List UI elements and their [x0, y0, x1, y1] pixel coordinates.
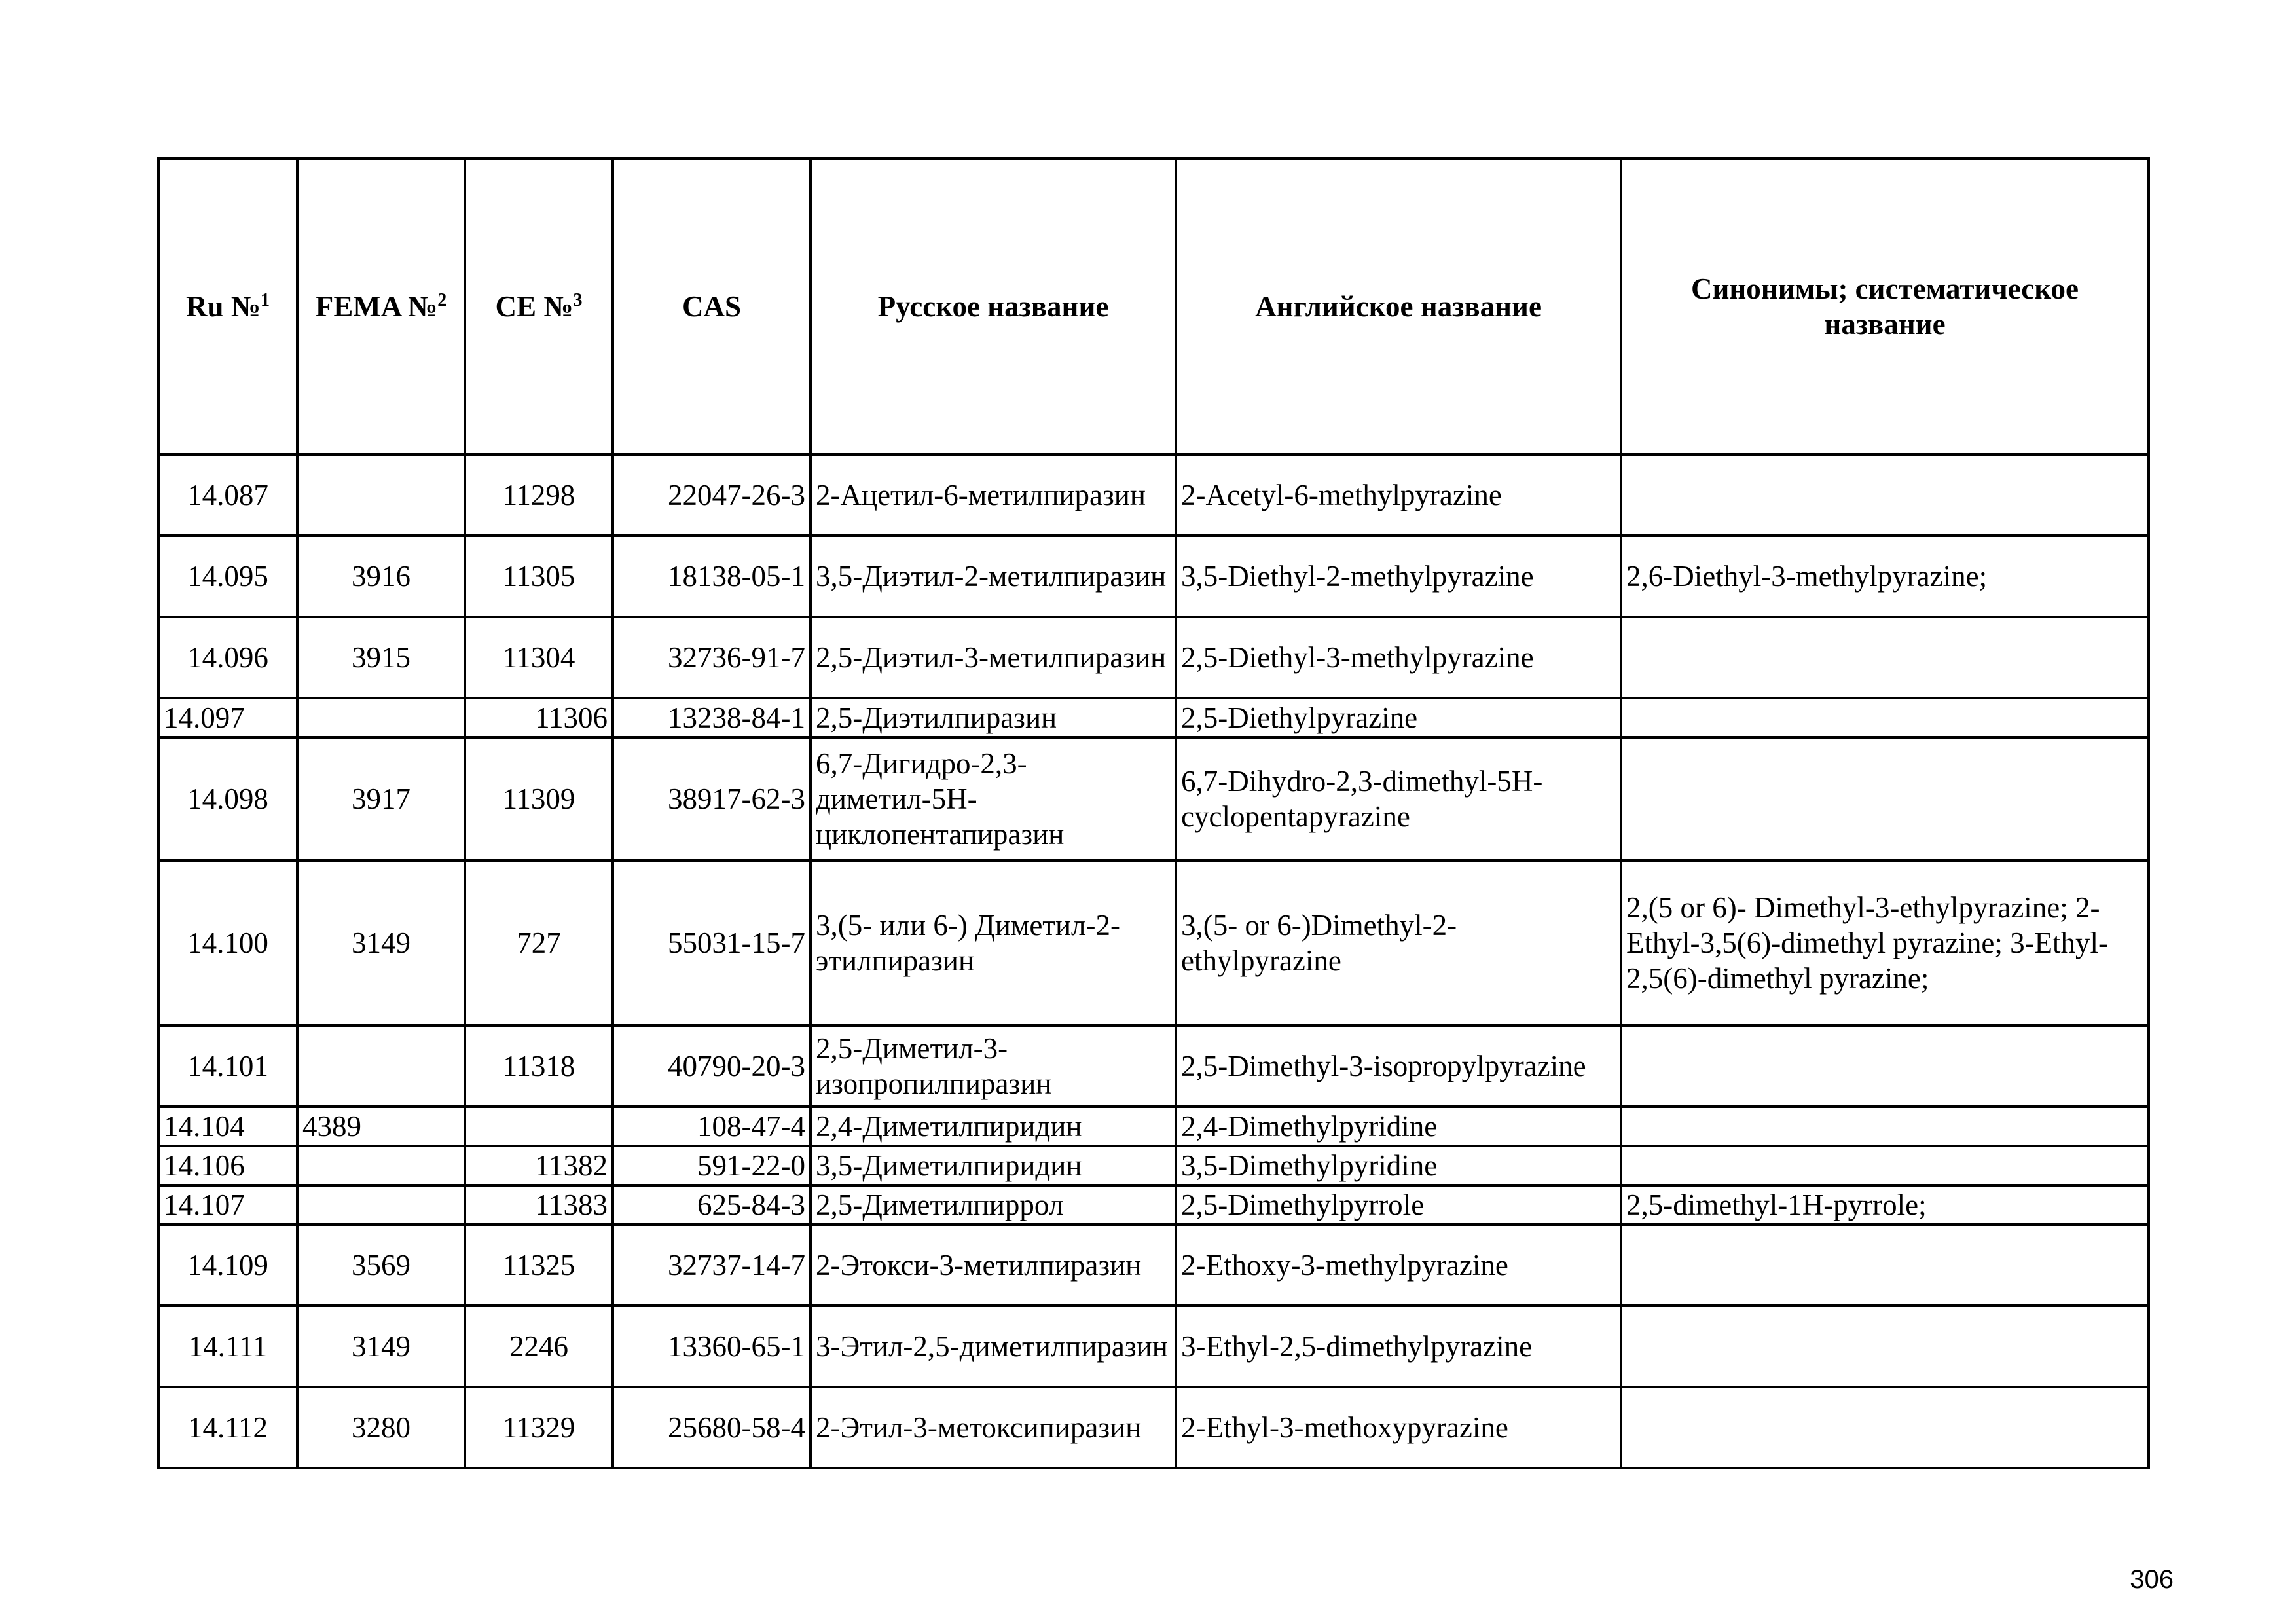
header-english-name: Английское название: [1176, 158, 1621, 454]
cell-synonyms: [1621, 1387, 2149, 1468]
table-row: [158, 860, 2149, 1025]
header-row: [158, 158, 2149, 454]
cell-english-name: 2,5-Diethyl-3-methylpyrazine: [1176, 617, 1621, 698]
cell-russian-name: 2,5-Диметил-3-изопропилпиразин: [811, 1025, 1176, 1107]
cell-russian-name: 2-Этокси-3-метилпиразин: [811, 1225, 1176, 1306]
cell-cas: 25680-58-4: [613, 1387, 811, 1468]
cell-ce: 11382: [465, 1146, 613, 1185]
cell-english-name: 6,7-Dihydro-2,3-dimethyl-5H-cyclopentapyrazine: [1176, 737, 1621, 860]
cell-ru: 14.096: [158, 617, 297, 698]
header-cas: CAS: [613, 158, 811, 454]
header-fema-no: FEMA №$^2$: [297, 158, 465, 454]
cell-ru: 14.107: [158, 1185, 297, 1225]
cell-synonyms: [1621, 1107, 2149, 1146]
cell-cas: 591-22-0: [613, 1146, 811, 1185]
cell-ce: 11298: [465, 454, 613, 536]
cell-cas: 32736-91-7: [613, 617, 811, 698]
cell-russian-name: 6,7-Дигидро-2,3-диметил-5H-циклопентапиразин: [811, 737, 1176, 860]
cell-cas: 13360-65-1: [613, 1306, 811, 1387]
cell-ru: 14.098: [158, 737, 297, 860]
cell-russian-name: 2-Этил-3-метоксипиразин: [811, 1387, 1176, 1468]
cell-russian-name: 2,4-Диметилпиридин: [811, 1107, 1176, 1146]
cell-ce: 11318: [465, 1025, 613, 1107]
cell-ru: 14.097: [158, 698, 297, 737]
cell-fema: 3916: [297, 536, 465, 617]
cell-cas: 625-84-3: [613, 1185, 811, 1225]
cell-english-name: 3,(5- or 6-)Dimethyl-2-ethylpyrazine: [1176, 860, 1621, 1025]
table-row: [158, 454, 2149, 536]
cell-synonyms: [1621, 698, 2149, 737]
cell-ce: 2246: [465, 1306, 613, 1387]
cell-ru: 14.101: [158, 1025, 297, 1107]
cell-synonyms: [1621, 1306, 2149, 1387]
cell-ru: 14.109: [158, 1225, 297, 1306]
cell-ce: 11329: [465, 1387, 613, 1468]
cell-fema: 3569: [297, 1225, 465, 1306]
cell-russian-name: 2,5-Диэтил-3-метилпиразин: [811, 617, 1176, 698]
cell-synonyms: [1621, 1225, 2149, 1306]
cell-cas: 40790-20-3: [613, 1025, 811, 1107]
cell-synonyms: 2,(5 or 6)- Dimethyl-3-ethylpyrazine; 2-Ethyl-3,5(6)-dimethyl pyrazine; 3-Ethyl-2,5(6)-dimethyl pyrazine;: [1621, 860, 2149, 1025]
table-row: [158, 1107, 2149, 1146]
cell-fema: 3149: [297, 1306, 465, 1387]
cell-ce: 727: [465, 860, 613, 1025]
table-row: [158, 1225, 2149, 1306]
cell-synonyms: 2,5-dimethyl-1H-pyrrole;: [1621, 1185, 2149, 1225]
cell-english-name: 3,5-Dimethylpyridine: [1176, 1146, 1621, 1185]
cell-russian-name: 2,5-Диметилпиррол: [811, 1185, 1176, 1225]
table-row: [158, 1387, 2149, 1468]
cell-english-name: 2,5-Diethylpyrazine: [1176, 698, 1621, 737]
cell-ce: 11305: [465, 536, 613, 617]
cell-cas: 55031-15-7: [613, 860, 811, 1025]
header-synonyms: Синонимы; систематическое название: [1621, 158, 2149, 454]
cell-cas: 13238-84-1: [613, 698, 811, 737]
cell-ru: 14.106: [158, 1146, 297, 1185]
cell-english-name: 2,5-Dimethyl-3-isopropylpyrazine: [1176, 1025, 1621, 1107]
cell-russian-name: 3-Этил-2,5-диметилпиразин: [811, 1306, 1176, 1387]
cell-fema: 3917: [297, 737, 465, 860]
cell-fema: 3280: [297, 1387, 465, 1468]
cell-cas: 32737-14-7: [613, 1225, 811, 1306]
cell-russian-name: 3,5-Диэтил-2-метилпиразин: [811, 536, 1176, 617]
page-number: 306: [2130, 1565, 2174, 1594]
table-row: [158, 536, 2149, 617]
cell-ce: 11325: [465, 1225, 613, 1306]
cell-fema: 3915: [297, 617, 465, 698]
cell-ce: 11306: [465, 698, 613, 737]
header-russian-name: Русское название: [811, 158, 1176, 454]
cell-synonyms: [1621, 454, 2149, 536]
table-row: [158, 1185, 2149, 1225]
cell-russian-name: 2,5-Диэтилпиразин: [811, 698, 1176, 737]
cell-fema: [297, 1025, 465, 1107]
cell-ce: [465, 1107, 613, 1146]
cell-synonyms: [1621, 617, 2149, 698]
cell-ru: 14.104: [158, 1107, 297, 1146]
cell-english-name: 2-Acetyl-6-methylpyrazine: [1176, 454, 1621, 536]
header-ce-no: CE №$^3$: [465, 158, 613, 454]
cell-russian-name: 3,5-Диметилпиридин: [811, 1146, 1176, 1185]
cell-russian-name: 3,(5- или 6-) Диметил-2-этилпиразин: [811, 860, 1176, 1025]
cell-cas: 22047-26-3: [613, 454, 811, 536]
table-row: [158, 1146, 2149, 1185]
cell-ce: 11383: [465, 1185, 613, 1225]
cell-synonyms: 2,6-Diethyl-3-methylpyrazine;: [1621, 536, 2149, 617]
cell-ru: 14.087: [158, 454, 297, 536]
cell-fema: [297, 698, 465, 737]
cell-fema: [297, 1185, 465, 1225]
cell-ce: 11309: [465, 737, 613, 860]
cell-russian-name: 2-Ацетил-6-метилпиразин: [811, 454, 1176, 536]
table-row: [158, 698, 2149, 737]
cell-synonyms: [1621, 737, 2149, 860]
header-ru-no: Ru №$^1$: [158, 158, 297, 454]
cell-ru: 14.095: [158, 536, 297, 617]
cell-english-name: 2,4-Dimethylpyridine: [1176, 1107, 1621, 1146]
cell-english-name: 2-Ethoxy-3-methylpyrazine: [1176, 1225, 1621, 1306]
cell-fema: [297, 454, 465, 536]
table-row: [158, 737, 2149, 860]
cell-ru: 14.100: [158, 860, 297, 1025]
cell-cas: 108-47-4: [613, 1107, 811, 1146]
cell-ru: 14.111: [158, 1306, 297, 1387]
cell-english-name: 3,5-Diethyl-2-methylpyrazine: [1176, 536, 1621, 617]
cell-english-name: 3-Ethyl-2,5-dimethylpyrazine: [1176, 1306, 1621, 1387]
cell-cas: 38917-62-3: [613, 737, 811, 860]
cell-ru: 14.112: [158, 1387, 297, 1468]
table-row: [158, 617, 2149, 698]
cell-synonyms: [1621, 1146, 2149, 1185]
table-row: [158, 1025, 2149, 1107]
cell-fema: 3149: [297, 860, 465, 1025]
cell-english-name: 2,5-Dimethylpyrrole: [1176, 1185, 1621, 1225]
cell-cas: 18138-05-1: [613, 536, 811, 617]
cell-fema: [297, 1146, 465, 1185]
cell-fema: 4389: [297, 1107, 465, 1146]
table-row: [158, 1306, 2149, 1387]
cell-english-name: 2-Ethyl-3-methoxypyrazine: [1176, 1387, 1621, 1468]
cell-ce: 11304: [465, 617, 613, 698]
substances-table: [157, 157, 2150, 1469]
cell-synonyms: [1621, 1025, 2149, 1107]
